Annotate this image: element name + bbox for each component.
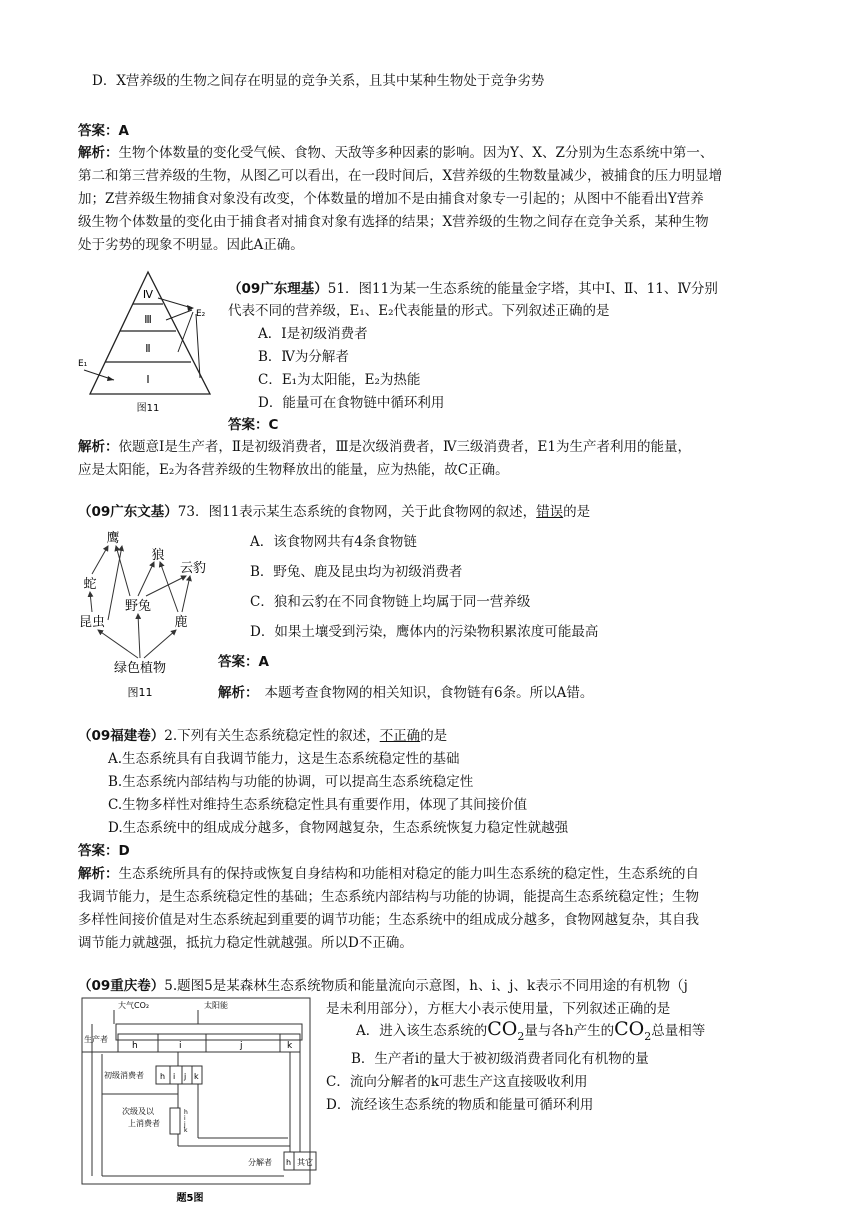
matter-energy-flow-figure [78, 996, 318, 1206]
k-label: k [287, 1041, 293, 1051]
question-stem-cont: 是未利用部分），方框大小表示使用量，下列叙述正确的是 [326, 1001, 671, 1017]
sun-label: 太阳能 [204, 1001, 228, 1010]
option-b: B．Ⅳ为分解者 [258, 349, 349, 365]
analysis-line: 解析：生态系统所具有的保持或恢复自身结构和功能相对稳定的能力叫生态系统的稳定性，生态系统的自 [78, 866, 699, 882]
co2-formula: $CO_2$ [614, 1018, 652, 1043]
figure-caption: 图11 [127, 686, 153, 699]
question-source: （09福建卷） [78, 728, 165, 744]
option-c: C．E₁为太阳能，E₂为热能 [258, 372, 421, 388]
figure-caption: 图11 [136, 403, 160, 414]
option-d: D．如果土壤受到污染，鹰体内的污染物积累浓度可能最高 [250, 624, 599, 640]
svg-text:i: i [184, 1115, 186, 1122]
answer-value: D [118, 843, 130, 859]
analysis-line: 加；Z营养级生物捕食对象没有改变，个体数量的增加不是由捕食对象专一引起的；从图中不能看出Y营养 [78, 191, 704, 207]
svg-text:上消费者: 上消费者 [128, 1119, 160, 1128]
option-a: A.生态系统具有自我调节能力，这是生态系统稳定性的基础 [108, 751, 460, 767]
snake-label: 蛇 [83, 577, 97, 592]
svg-text:i: i [173, 1072, 176, 1081]
question-stem: （09福建卷）2.下列有关生态系统稳定性的叙述，不正确的是 [78, 728, 448, 744]
question-stem-cont: 代表不同的营养级，E₁、E₂代表能量的形式。下列叙述正确的是 [228, 303, 610, 319]
option-d: D．流经该生态系统的物质和能量可循环利用 [326, 1097, 594, 1113]
level-i-label: Ⅰ [146, 373, 150, 386]
option-a: A．Ⅰ是初级消费者 [258, 326, 368, 342]
option-c: C．狼和云豹在不同食物链上均属于同一营养级 [250, 594, 531, 610]
analysis-line: 解析： 本题考查食物网的相关知识，食物链有6条。所以A错。 [218, 685, 594, 701]
rabbit-label: 野兔 [124, 599, 152, 614]
svg-text:k: k [184, 1127, 188, 1134]
option-c: C.生物多样性对维持生态系统稳定性具有重要作用，体现了其间接价值 [108, 797, 528, 813]
svg-text:k: k [194, 1072, 199, 1081]
i-label: i [179, 1041, 182, 1051]
answer-label: 答案： [78, 843, 119, 859]
eagle-label: 鹰 [106, 531, 120, 546]
svg-text:j: j [184, 1072, 187, 1081]
analysis-line: 调节能力就越强，抵抗力稳定性就越强。所以D不正确。 [78, 935, 413, 951]
primary-consumer-label: 初级消费者 [104, 1071, 144, 1080]
option-b: B.生态系统内部结构与功能的协调，可以提高生态系统稳定性 [108, 774, 474, 790]
option-d: D.生态系统中的组成成分越多，食物网越复杂，生态系统恢复力稳定性就越强 [108, 820, 569, 836]
e2-label: E₂ [196, 309, 206, 319]
analysis-label: 解析： [78, 145, 119, 161]
level-ii-label: Ⅱ [145, 342, 151, 355]
analysis-line: 我调节能力，是生态系统稳定性的基础；生态系统内部结构与功能的协调，能提高生态系统稳定性；生物 [78, 889, 699, 905]
analysis-line: 多样性间接价值是对生态系统起到重要的调节功能；生态系统中的组成成分越多，食物网越复杂，其自我 [78, 912, 699, 928]
answer-row [78, 119, 129, 139]
option-d: D．能量可在食物链中循环利用 [258, 395, 445, 411]
option-d-text: D．X营养级的生物之间存在明显的竞争关系，且其中某种生物处于竞争劣势 [92, 73, 545, 89]
question-source: （09重庆卷） [78, 978, 165, 994]
answer-value: A [118, 123, 129, 139]
question-stem: （09广东理基）51．图11为某一生态系统的能量金字塔，其中Ⅰ、Ⅱ、11、Ⅳ分别 [228, 281, 718, 297]
analysis-line: 解析：依题意Ⅰ是生产者，Ⅱ是初级消费者，Ⅲ是次级消费者，Ⅳ三级消费者，E1为生产者利用的能量， [78, 439, 691, 455]
decomposer-label: 分解者 [248, 1158, 272, 1167]
secondary-consumer-label: 次级及以 [122, 1107, 154, 1116]
level-iv-label: Ⅳ [142, 288, 154, 301]
option-b: B．生产者i的量大于被初级消费者同化有机物的量 [351, 1051, 649, 1067]
insect-label: 昆虫 [78, 615, 106, 630]
answer-row [228, 413, 278, 433]
underlined-keyword: 不正确 [379, 728, 421, 744]
producer-label: 生产者 [84, 1035, 108, 1044]
option-a: A．进入该生态系统的$CO_2$量与各h产生的$CO_2$总量相等 [356, 1018, 706, 1043]
wolf-label: 狼 [151, 548, 165, 563]
option-c: C．流向分解者的k可悲生产这直接吸收利用 [326, 1074, 588, 1090]
other-label: 其它 [297, 1158, 313, 1167]
question-source: （09广东文基） [78, 504, 178, 520]
energy-pyramid-figure [78, 268, 220, 414]
food-web-figure [78, 524, 218, 702]
e1-label: E₁ [78, 359, 88, 369]
analysis-line: 级生物个体数量的变化由于捕食者对捕食对象有选择的结果；X营养级的生物之间存在竞争关系，某种生物 [78, 214, 709, 230]
analysis-label: 解析： [78, 439, 119, 455]
answer-label: 答案： [78, 123, 119, 139]
svg-text:h: h [184, 1109, 188, 1116]
answer-value: A [258, 654, 269, 670]
answer-row [78, 839, 130, 859]
question-source: （09广东理基） [228, 281, 328, 297]
analysis-line: 第二和第三营养级的生物，从图乙可以看出，在一段时间后，X营养级的生物数量减少，被捕食的压力明显增 [78, 168, 723, 184]
answer-label: 答案： [218, 654, 259, 670]
underlined-keyword: 错误 [536, 504, 564, 520]
option-a: A．该食物网共有4条食物链 [250, 534, 417, 550]
analysis-line: 解析：生物个体数量的变化受气候、食物、天敌等多种因素的影响。因为Y、X、Z分别为生态系统中第一、 [78, 145, 714, 161]
level-iii-label: Ⅲ [144, 313, 152, 326]
analysis-label: 解析： [218, 685, 259, 701]
co2-label: 大气CO₂ [118, 1001, 150, 1010]
answer-value: C [268, 417, 279, 433]
question-stem: （09重庆卷）5.题图5是某森林生态系统物质和能量流向示意图，h、i、j、k表示不同用途的有机物（j [78, 978, 688, 994]
co2-formula: $CO_2$ [487, 1018, 525, 1043]
answer-label: 答案： [228, 417, 269, 433]
analysis-label: 解析： [78, 866, 119, 882]
answer-row [218, 650, 269, 670]
figure-caption: 题5图 [176, 1193, 204, 1204]
svg-text:h: h [160, 1072, 166, 1081]
j-label: j [240, 1041, 243, 1051]
analysis-line: 应是太阳能，E₂为各营养级的生物释放出的能量，应为热能，故C正确。 [78, 462, 509, 478]
svg-text:h: h [286, 1158, 292, 1167]
svg-text:j: j [184, 1121, 186, 1128]
deer-label: 鹿 [174, 615, 188, 630]
option-b: B．野兔、鹿及昆虫均为初级消费者 [250, 564, 463, 580]
analysis-line: 处于劣势的现象不明显。因此A正确。 [78, 237, 304, 253]
question-stem: （09广东文基）73．图11表示某生态系统的食物网，关于此食物网的叙述，错误的是 [78, 504, 591, 520]
leopard-label: 云豹 [179, 561, 207, 576]
plants-label: 绿色植物 [113, 661, 167, 676]
h-label: h [132, 1041, 138, 1051]
